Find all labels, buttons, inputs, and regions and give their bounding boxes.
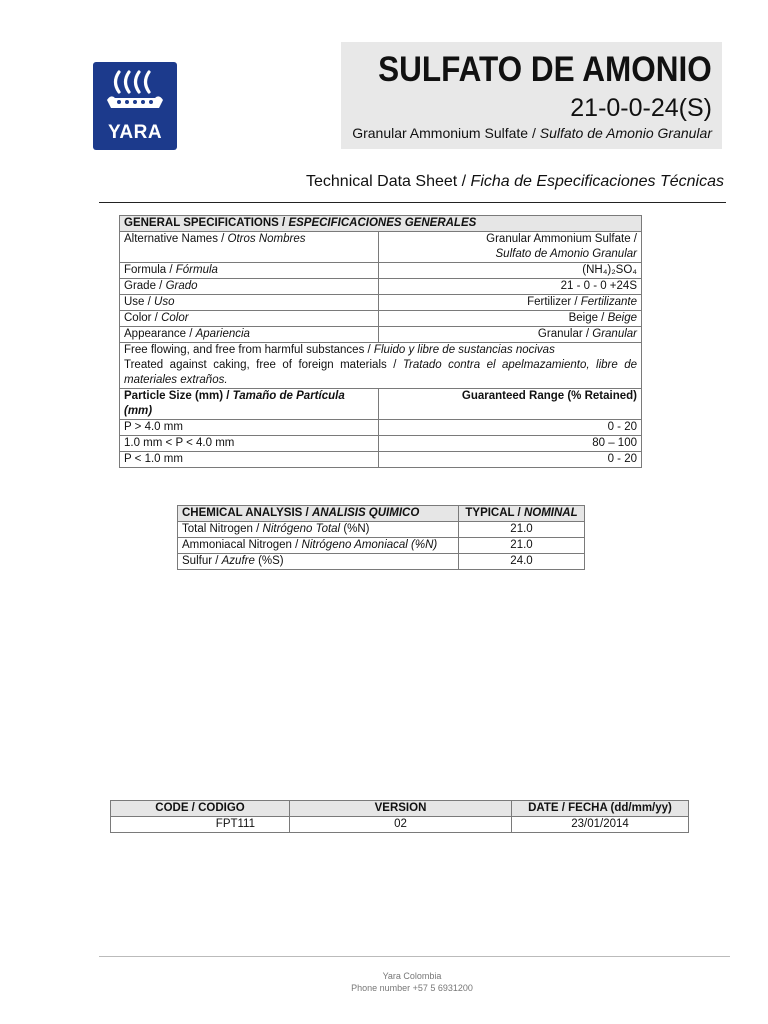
footer-divider — [99, 956, 730, 957]
particle-size: 1.0 mm < P < 4.0 mm — [120, 436, 379, 452]
table-header-row — [111, 801, 689, 817]
spec-label: Grade / Grado — [120, 279, 379, 295]
particle-range: 0 - 20 — [379, 420, 642, 436]
table-subheader-row — [120, 389, 642, 420]
header-divider — [99, 202, 726, 203]
subtitle-es: Sulfato de Amonio Granular — [539, 125, 712, 141]
table-row — [120, 343, 642, 389]
viking-ship-icon — [93, 62, 177, 122]
product-grade: 21-0-0-24(S) — [570, 94, 712, 122]
table-row — [178, 522, 585, 538]
analysis-label: Sulfur / Azufre (%S) — [178, 554, 459, 570]
table-row — [120, 436, 642, 452]
general-specifications-table — [119, 215, 642, 468]
table-row — [120, 279, 642, 295]
spec-value: 21 - 0 - 0 +24S — [379, 279, 642, 295]
code-header: CODE / CODIGO — [111, 801, 290, 817]
spec-label: Appearance / Apariencia — [120, 327, 379, 343]
table-row — [120, 327, 642, 343]
table-row — [120, 420, 642, 436]
table-row — [178, 554, 585, 570]
spec-value: Fertilizer / Fertilizante — [379, 295, 642, 311]
table-row — [111, 817, 689, 833]
date-header: DATE / FECHA (dd/mm/yy) — [512, 801, 689, 817]
spec-label: Use / Uso — [120, 295, 379, 311]
document-type-es: Ficha de Especificaciones Técnicas — [470, 173, 724, 190]
particle-range: 0 - 20 — [379, 452, 642, 468]
chemical-analysis-header: CHEMICAL ANALYSIS / ANALISIS QUIMICO — [178, 506, 459, 522]
spec-value: Beige / Beige — [379, 311, 642, 327]
title-box — [341, 42, 722, 149]
yara-logo — [93, 62, 177, 150]
particle-size: P > 4.0 mm — [120, 420, 379, 436]
spec-label: Alternative Names / Otros Nombres — [120, 232, 379, 263]
table-row — [120, 452, 642, 468]
table-row — [120, 295, 642, 311]
note-line: Free flowing, and free from harmful substances / Fluido y libre de sustancias nocivas — [124, 344, 555, 356]
subtitle-en: Granular Ammonium Sulfate / — [352, 125, 540, 141]
table-row — [120, 263, 642, 279]
analysis-label: Total Nitrogen / Nitrógeno Total (%N) — [178, 522, 459, 538]
chemical-analysis-table — [177, 505, 585, 570]
spec-value: Granular Ammonium Sulfate / Sulfato de Amonio Granular — [379, 232, 642, 263]
analysis-value: 24.0 — [459, 554, 585, 570]
table-row — [178, 538, 585, 554]
document-control-table — [110, 800, 689, 833]
code-value: FPT111 — [111, 817, 290, 833]
particle-range: 80 – 100 — [379, 436, 642, 452]
analysis-label: Ammoniacal Nitrogen / Nitrógeno Amoniacal (%N) — [178, 538, 459, 554]
table-header-row — [120, 216, 642, 232]
spec-value: Granular / Granular — [379, 327, 642, 343]
note-line: Treated against caking, free of foreign materials / Tratado contra el apelmazamiento, libre de materiales extraños. — [124, 359, 638, 386]
footer-phone: Phone number +57 5 6931200 — [351, 983, 473, 993]
logo-text: YARA — [107, 122, 163, 143]
spec-value: (NH₄)₂SO₄ — [379, 263, 642, 279]
table-row — [120, 232, 642, 263]
particle-size-header: Particle Size (mm) / Tamaño de Partícula (mm) — [120, 389, 379, 420]
table-header-row — [178, 506, 585, 522]
spec-notes — [120, 343, 642, 389]
analysis-value: 21.0 — [459, 522, 585, 538]
product-subtitle — [352, 125, 712, 141]
spec-label: Formula / Fórmula — [120, 263, 379, 279]
particle-size: P < 1.0 mm — [120, 452, 379, 468]
table-row — [120, 311, 642, 327]
date-value: 23/01/2014 — [512, 817, 689, 833]
typical-header: TYPICAL / NOMINAL — [459, 506, 585, 522]
spec-label: Color / Color — [120, 311, 379, 327]
general-spec-header: GENERAL SPECIFICATIONS / ESPECIFICACIONES GENERALES — [120, 216, 642, 232]
version-value: 02 — [290, 817, 512, 833]
document-type-en: Technical Data Sheet / — [306, 173, 471, 190]
footer-company: Yara Colombia — [382, 971, 442, 981]
guaranteed-range-header: Guaranteed Range (% Retained) — [379, 389, 642, 420]
document-type — [306, 173, 724, 191]
product-title: SULFATO DE AMONIO — [378, 50, 712, 89]
analysis-value: 21.0 — [459, 538, 585, 554]
version-header: VERSION — [290, 801, 512, 817]
